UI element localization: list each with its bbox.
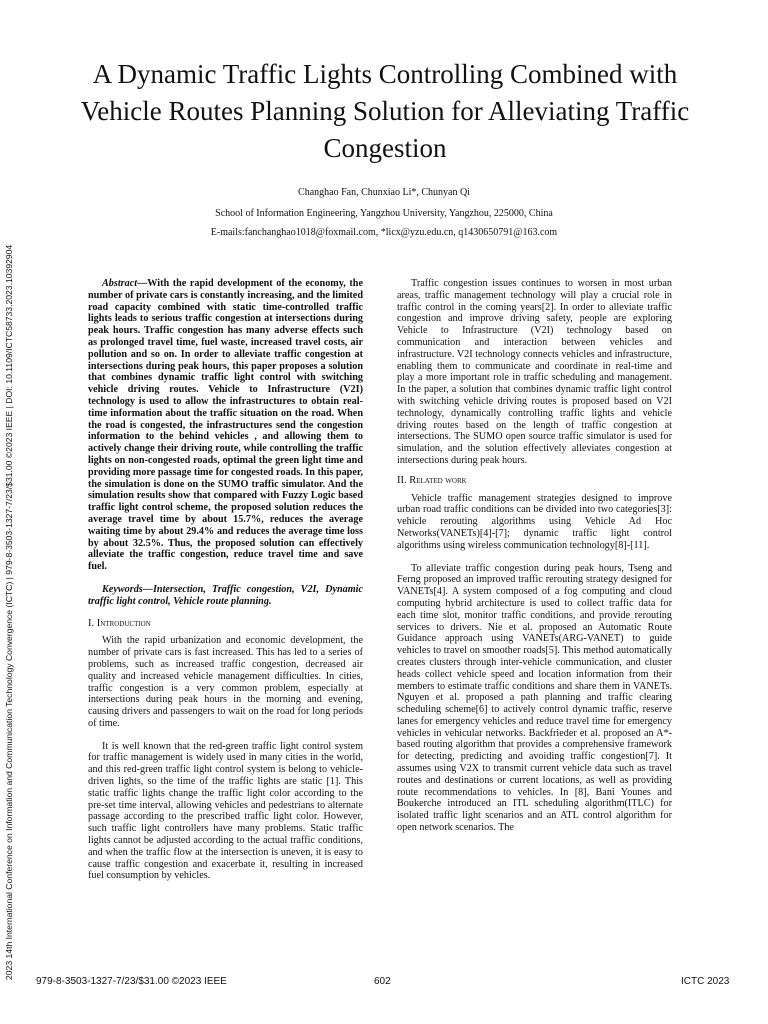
side-note-citation: 2023 14th International Conference on Information and Communication Technology Convergence (ICTC) | 979-8-3503-1327-7/23/$31.00 ©2023 IEEE | DOI: 10.1109/ICTC58733.2023.10392904 bbox=[4, 244, 14, 980]
keywords-label: Keywords— bbox=[102, 583, 153, 595]
abstract-label: Abstract— bbox=[102, 278, 148, 289]
author-list: Changhao Fan, Chunxiao Li*, Chunyan Qi bbox=[298, 187, 470, 198]
author-emails: E-mails:fanchanghao1018@foxmail.com, *licx@yzu.edu.cn, q1430650791@163.com bbox=[210, 227, 558, 238]
right-column bbox=[397, 278, 672, 834]
related-work-paragraph: Vehicle traffic management strategies designed to improve urban road traffic conditions can be divided into two categories[3]: vehicle rerouting algorithms using Vehicle Ad Hoc Networks(VANETs)[4]-[7]; dynamic traffic light control algorithms using wireless communication technology[8]-[11]. bbox=[397, 492, 672, 551]
section-heading-introduction: I. Introduction bbox=[88, 617, 151, 629]
abstract-text: With the rapid development of the economy, the number of private cars is constantly increasing, and the limited road capacity combined with static time-controlled traffic lights leads to serious traffic congestion at intersections during peak hours. Traffic congestion has many adverse effects such as prolonged travel time, fuel waste, increased travel costs, air pollution and so on. In order to alleviate traffic congestion at intersections during peak hours, this paper proposes a solution that combines dynamic traffic light control with switching vehicle driving routes. Vehicle to Infrastructure (V2I) technology is used to allow the infrastructures to obtain real-time information about the traffic situation on the road. When the road is congested, the infrastructures send the congestion information to the behind vehicles , and allowing them to actively change their driving route, while controlling the traffic lights on non-congested roads, optimal the green light time and providing more passage time for congested roads. In this paper, the simulation is done on the SUMO traffic simulator. And the simulation results show that compared with Fuzzy Logic based traffic light control scheme, the proposed solution reduces the average travel time by about 15.7%, reduces the average waiting time by about 29.4% and reduces the average time loss by about 32.5%. Thus, the proposed solution can effectively alleviate the traffic congestion, reduce travel time and save fuel. bbox=[88, 278, 363, 573]
footer-conference: ICTC 2023 bbox=[681, 976, 730, 987]
related-work-paragraph: To alleviate traffic congestion during peak hours, Tseng and Ferng proposed an improved traffic rerouting strategy designed for VANETs[4]. A system composed of a fog computing and cloud computing hybrid architecture is used to collect traffic data for each time slot, monitor traffic conditions, and provide rerouting services to drivers. Nie et al. proposed an Automatic Route Guidance approach using VANETs(ARG-VANET) to guide vehicles to travel on smoother roads[5]. This method automatically creates clusters through inter-vehicle communication, and cluster heads collect vehicle speed and location information from their members to estimate traffic conditions and share them in VANETs. Nguyen et al. proposed a path planning and traffic clearing scheduling scheme[6] to actively control dynamic traffic, reserve lanes for emergency vehicles and reduce travel time for emergency vehicles in vehicular networks. Backfrieder et al. proposed an A*-based routing algorithm that provides a comprehensive framework for detecting, predicting and avoiding traffic congestion[7]. It assumes using V2X to transmit current vehicle data such as travel routes and destinations or current locations, as well as providing route recommendations to vehicles. In [8], Bani Younes and Boukerche introduced an ITL scheduling algorithm(ITLC) for isolated traffic light scenarios and an ATL control algorithm for open network scenarios. The bbox=[397, 562, 672, 834]
footer-isbn: 979-8-3503-1327-7/23/$31.00 ©2023 IEEE bbox=[36, 976, 227, 987]
keywords bbox=[88, 584, 363, 608]
keywords-text: Intersection, Traffic congestion, V2I, Dynamic traffic light control, Vehicle route planning. bbox=[88, 583, 363, 607]
intro-paragraph: Traffic congestion issues continues to worsen in most urban areas, traffic management technology will play a crucial role in traffic control in the coming years[2]. In order to alleviate traffic congestion and improve driving safety, people are exploring Vehicle to Infrastructure (V2I) technology based on communication and interaction between vehicles and infrastructure. V2I technology connects vehicles and infrastructure, enabling them to communicate and coordinate in real-time and play a more important role in traffic scheduling and management. In the paper, a solution that combines dynamic traffic light control with switching vehicle driving routes is proposed based on V2I technology, dynamically controlling traffic lights and vehicle driving routes based on the length of traffic congestion at intersections. The SUMO open source traffic simulator is used for simulation, and the solution effectively alleviates congestion at intersections during peak hours. bbox=[397, 278, 672, 466]
affiliation: School of Information Engineering, Yangzhou University, Yangzhou, 225000, China bbox=[215, 208, 553, 219]
left-column bbox=[88, 278, 363, 882]
section-heading-related-work: II. Related work bbox=[397, 474, 467, 486]
intro-paragraph: With the rapid urbanization and economic development, the number of private cars is fast increased. This has led to a series of problems, such as increased traffic congestion, decreased air quality and increased vehicle management difficulties. In cities, traffic congestion is a very common problem, especially at intersections during peak hours in the morning and evening, causing drivers and passengers to wait on the road for long periods of time. bbox=[88, 635, 363, 729]
paper-title: A Dynamic Traffic Lights Controlling Combined with Vehicle Routes Planning Solution for Alleviating Traffic Congestion bbox=[80, 59, 690, 163]
abstract bbox=[88, 278, 363, 573]
page-number: 602 bbox=[374, 976, 391, 987]
intro-paragraph: It is well known that the red-green traffic light control system for traffic management is widely used in many cities in the world, and this red-green traffic light control system is belong to vehicle-driven lights, so the time of the traffic lights are static [1]. This static traffic lights change the traffic light color according to the pre-set time interval, allowing vehicles and pedestrians to alternate passage according to the prescribed traffic light color. However, such traffic light controllers have many problems. Static traffic lights cannot be adjusted according to the actual traffic conditions, and when the traffic flow at the intersection is uneven, it is easy to cause traffic congestion and exacerbate it, resulting in increased fuel consumption by vehicles. bbox=[88, 740, 363, 882]
